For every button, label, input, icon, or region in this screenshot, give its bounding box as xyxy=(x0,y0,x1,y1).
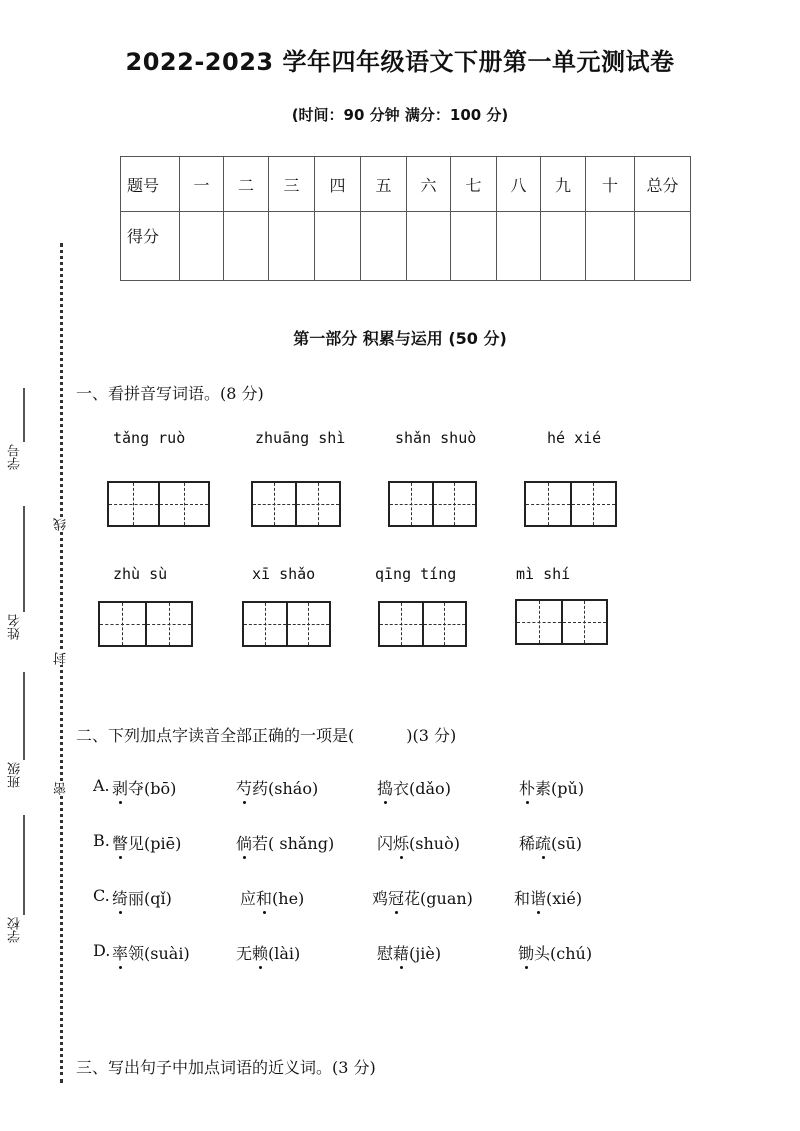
score-cell[interactable] xyxy=(586,212,635,281)
option-item: 芍药(sháo) xyxy=(236,776,318,799)
writing-grid[interactable] xyxy=(388,481,477,527)
writing-grid[interactable] xyxy=(524,481,617,527)
option-item: 慰藉(jiè) xyxy=(377,941,441,964)
option-item: 稀疏(sū) xyxy=(519,831,582,854)
school-label: 学校 xyxy=(8,917,23,943)
score-cell[interactable] xyxy=(224,212,269,281)
option-item: 率领(suài) xyxy=(112,941,190,964)
score-cell[interactable] xyxy=(180,212,224,281)
option-item: 捣衣(dǎo) xyxy=(377,776,451,799)
col-header: 五 xyxy=(361,157,407,212)
score-cell-total[interactable] xyxy=(635,212,691,281)
option-item: 剥夺(bō) xyxy=(112,776,176,799)
writing-grid[interactable] xyxy=(107,481,210,527)
name-label: 姓名 xyxy=(8,614,23,640)
score-label: 得分 xyxy=(121,212,180,281)
option-item: 绮丽(qǐ) xyxy=(112,886,172,909)
exam-time-score: (时间：90 分钟 满分：100 分) xyxy=(291,106,509,124)
name-blank-line[interactable] xyxy=(23,506,25,612)
student-id-blank-line[interactable] xyxy=(23,388,25,442)
col-header: 七 xyxy=(451,157,497,212)
score-cell[interactable] xyxy=(315,212,361,281)
score-table xyxy=(120,156,691,281)
option-item: 应和(he) xyxy=(240,886,304,909)
q2-heading xyxy=(76,723,456,746)
score-table-score-row xyxy=(121,212,691,281)
question-number-label: 题号 xyxy=(121,157,180,212)
q3-heading: 三、写出句子中加点词语的近义词。(3 分) xyxy=(76,1058,376,1077)
option-letter[interactable]: B. xyxy=(93,831,110,850)
writing-grid[interactable] xyxy=(378,601,467,647)
q1-heading: 一、看拼音写词语。(8 分) xyxy=(76,384,264,403)
q2-heading-score: )(3 分) xyxy=(406,726,457,745)
col-header: 九 xyxy=(541,157,586,212)
q1-pinyin: qīng tíng xyxy=(375,565,457,583)
score-cell[interactable] xyxy=(361,212,407,281)
col-header-total: 总分 xyxy=(635,157,691,212)
q1-pinyin: xī shǎo xyxy=(252,565,316,583)
page-title: 2022-2023 学年四年级语文下册第一单元测试卷 xyxy=(125,48,675,76)
seal-word-seal: 封 xyxy=(54,652,69,665)
class-label: 班级 xyxy=(8,762,23,788)
option-item: 闪烁(shuò) xyxy=(377,831,460,854)
q1-pinyin: shǎn shuò xyxy=(395,429,477,447)
option-letter[interactable]: A. xyxy=(93,776,110,795)
writing-grid[interactable] xyxy=(242,601,331,647)
col-header: 一 xyxy=(180,157,224,212)
q1-pinyin: tǎng ruò xyxy=(113,429,186,447)
seal-word-secret: 密 xyxy=(54,782,69,795)
col-header: 四 xyxy=(315,157,361,212)
q2-heading-text: 二、下列加点字读音全部正确的一项是( xyxy=(76,726,355,745)
seal-word-line: 线 xyxy=(54,518,69,531)
col-header: 三 xyxy=(269,157,315,212)
score-cell[interactable] xyxy=(451,212,497,281)
part1-title: 第一部分 积累与运用 (50 分) xyxy=(293,329,507,348)
option-item: 倘若( shǎng) xyxy=(236,831,334,854)
student-id-label: 学号 xyxy=(8,444,23,470)
option-item: 无赖(lài) xyxy=(236,941,300,964)
col-header: 十 xyxy=(586,157,635,212)
col-header: 六 xyxy=(407,157,451,212)
option-item: 朴素(pǔ) xyxy=(519,776,584,799)
option-item: 瞥见(piē) xyxy=(112,831,181,854)
writing-grid[interactable] xyxy=(515,599,608,645)
score-cell[interactable] xyxy=(407,212,451,281)
q1-pinyin: mì shí xyxy=(516,565,571,583)
q1-pinyin: zhuāng shì xyxy=(255,429,346,447)
class-blank-line[interactable] xyxy=(23,672,25,760)
writing-grid[interactable] xyxy=(251,481,341,527)
option-item: 鸡冠花(guan) xyxy=(372,886,473,909)
score-cell[interactable] xyxy=(497,212,541,281)
option-letter[interactable]: D. xyxy=(93,941,111,960)
score-table-header-row xyxy=(121,157,691,212)
score-cell[interactable] xyxy=(269,212,315,281)
option-item: 锄头(chú) xyxy=(518,941,592,964)
option-letter[interactable]: C. xyxy=(93,886,110,905)
q1-pinyin: hé xié xyxy=(547,429,602,447)
col-header: 二 xyxy=(224,157,269,212)
school-blank-line[interactable] xyxy=(23,815,25,915)
writing-grid[interactable] xyxy=(98,601,193,647)
q1-pinyin: zhù sù xyxy=(113,565,168,583)
col-header: 八 xyxy=(497,157,541,212)
score-cell[interactable] xyxy=(541,212,586,281)
option-item: 和谐(xié) xyxy=(514,886,582,909)
